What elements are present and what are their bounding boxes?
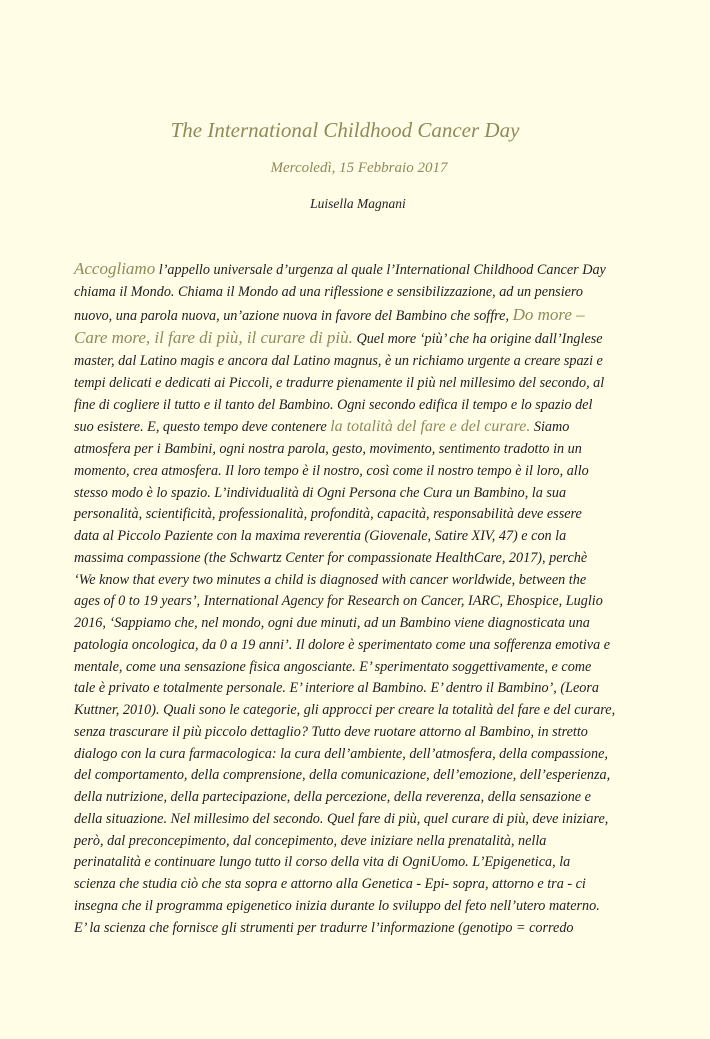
text-segment: della situazione. Nel millesimo del secondo. Quel fare di più, quel curare di più, deve iniziare, [74,810,609,827]
text-line [74,258,694,282]
text-segment: senza trascurare il più piccolo dettaglio? Tutto deve ruotare attorno al Bambino, in stretto [74,723,588,740]
text-segment: scienza che studia ciò che sta sopra e attorno alla Genetica - Epi- sopra, attorno e tra - ci [74,876,586,892]
text-segment: perinatalità e continuare lungo tutto il corso della vita di OgniUomo. L’Epigenetica, la [74,854,571,871]
text-line [74,373,694,395]
highlighted-text: la totalità del fare e del curare. [330,418,531,436]
text-segment: atmosfera per i Bambini, ogni nostra parola, gesto, movimento, sentimento tradotto in un [74,441,582,457]
text-line [74,896,694,918]
text-segment: mentale, come una sensazione fisica angosciante. E’ sperimentato soggettivamente, e come [74,658,592,675]
text-segment: tale è privato e totalmente personale. E’ interiore al Bambino. E’ dentro il Bambino’, (Leora [74,680,599,697]
text-segment: 2016, ‘Sappiamo che, nel mondo, ogni due minuti, ad un Bambino viene diagnosticata una [74,615,590,631]
text-line [74,635,694,657]
text-line [74,831,694,853]
text-segment: fine di cogliere il tutto e il tanto del Bambino. Ogni secondo edifica il tempo e lo spazio del [74,396,593,413]
text-line [74,613,694,635]
text-segment: Kuttner, 2010). Quali sono le categorie, gli approcci per creare la totalità del fare e del curare, [74,702,616,718]
text-segment: master, dal Latino magis e ancora dal Latino magnus, è un richiamo urgente a creare spazi e [74,353,603,369]
text-line [74,483,694,505]
text-segment: patologia oncologica, da 0 a 19 anni’. Il dolore è sperimentato come una sofferenza emotiva e [74,636,611,653]
text-segment: Quel more ‘più’ che ha origine dall’Inglese [352,331,603,348]
text-line [74,852,694,874]
text-line [74,526,694,548]
text-line [74,395,694,417]
text-line [74,591,694,613]
text-segment: però, dal preconcepimento, dal concepimento, deve iniziare nella prenatalità, nella [74,832,547,849]
highlighted-text: Care more, il fare di più, il curare di più. [74,328,353,348]
text-segment: momento, crea atmosfera. Il loro tempo è il nostro, così come il nostro tempo è il loro, allo [74,462,589,479]
text-line [74,700,694,722]
text-line [74,304,694,328]
text-segment: personalità, scientificità, professionalità, profondità, capacità, responsabilità deve essere [74,506,582,523]
text-line [74,874,694,896]
text-segment: nuovo, una parola nuova, un’azione nuova in favore del Bambino che soffre, [74,307,513,324]
text-line [74,722,694,744]
text-segment: tempi delicati e dedicati ai Piccoli, e tradurre pienamente il più nel millesimo del secondo, al [74,374,605,391]
text-segment: chiama il Mondo. Chiama il Mondo ad una riflessione e sensibilizzazione, ad un pensiero [74,283,584,300]
text-segment: data al Piccolo Paziente con la maxima reverentia (Giovenale, Satire XIV, 47) e con la [74,528,567,544]
text-line [74,809,694,831]
text-segment: ages of 0 to 19 years’, International Agency for Research on Cancer, IARC, Ehospice, Luglio [74,593,603,610]
text-segment: stesso modo è lo spazio. L’individualità di Ogni Persona che Cura un Bambino, la sua [74,484,567,501]
text-segment: dialogo con la cura farmacologica: la cura dell’ambiente, dell’atmosfera, della compassione, [74,745,608,762]
text-segment: E’ la scienza che fornisce gli strumenti per tradurre l’informazione (genotipo = corredo [74,919,574,936]
text-line [74,439,694,461]
text-line [74,918,694,940]
text-line [74,765,694,787]
text-line [74,282,694,304]
highlighted-text: Accogliamo [74,259,156,278]
highlighted-text: Do more – [512,304,585,324]
body-paragraph [74,258,694,939]
document-title: The International Childhood Cancer Day [170,118,520,142]
text-segment: massima compassione (the Schwartz Center for compassionate HealthCare, 2017), perchè [74,549,588,566]
text-line [74,744,694,766]
text-segment: della nutrizione, della partecipazione, della percezione, della reverenza, della sensazione e [74,789,591,805]
text-line [74,327,694,351]
text-segment: ‘We know that every two minutes a child is diagnosed with cancer worldwide, between the [74,571,587,588]
text-line [74,416,694,439]
text-line [74,351,694,373]
text-segment: Siamo [530,419,570,436]
document-date: Mercoledì, 15 Febbraio 2017 [270,160,448,176]
text-line [74,504,694,526]
text-line [74,461,694,483]
text-line [74,570,694,592]
text-segment: suo esistere. E, questo tempo deve contenere [74,419,331,436]
text-line [74,787,694,809]
text-segment: del comportamento, della comprensione, della comunicazione, dell’emozione, dell’esperienza, [74,767,611,784]
text-line [74,548,694,570]
text-line [74,657,694,679]
text-segment: insegna che il programma epigenetico inizia durante lo sviluppo del feto nell’utero materno. [74,897,600,914]
document-author: Luisella Magnani [310,196,406,211]
text-segment: l’appello universale d’urgenza al quale l’International Childhood Cancer Day [155,262,606,278]
text-line [74,678,694,700]
